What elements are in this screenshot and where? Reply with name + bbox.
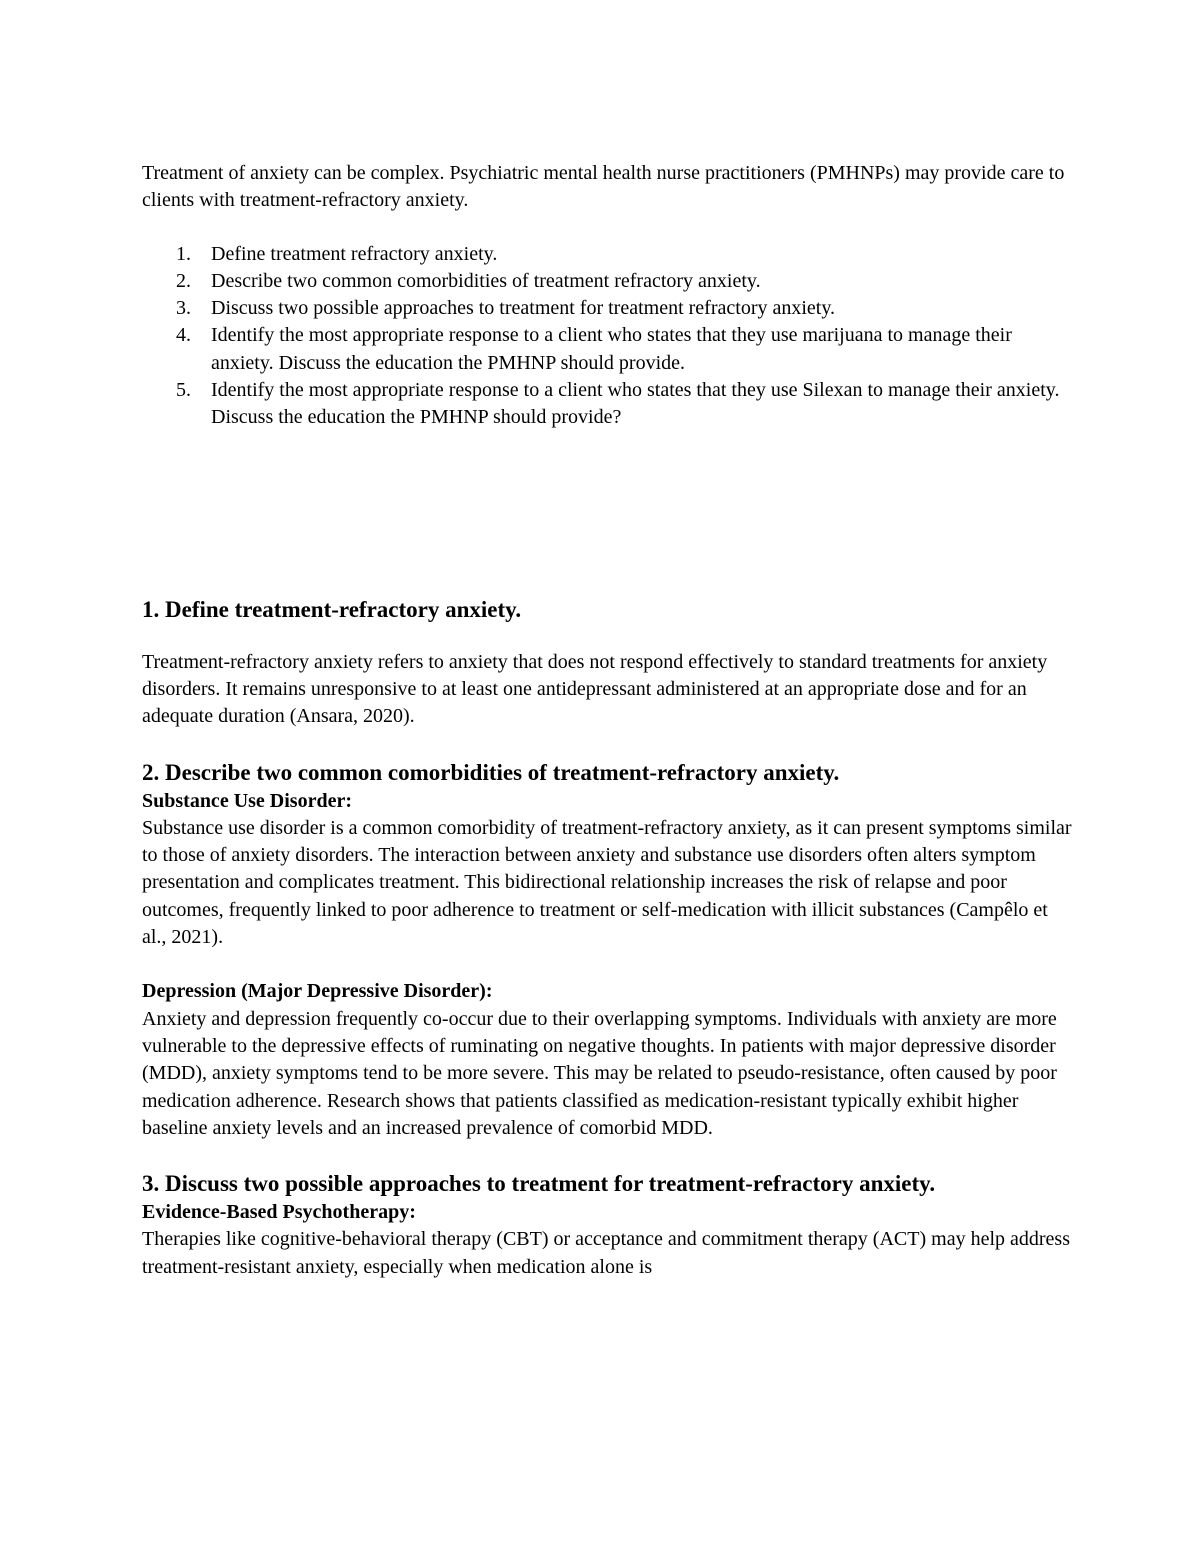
body-substance-use: Substance use disorder is a common comorbidity of treatment-refractory anxiety, as it can present symptoms similar to those of anxiety disorders. The interaction between anxiety and substance use disorders often alters symptom presentation and complicates treatment. This bidirectional relationship increases the risk of relapse and poor outcomes, frequently linked to poor adherence to treatment or self-medication with illicit substances (Campêlo et al., 2021).: [142, 816, 1072, 949]
list-item-number: 2.: [176, 269, 191, 292]
list-item-text: Define treatment refractory anxiety.: [211, 242, 498, 265]
list-item: [142, 322, 1072, 377]
list-item-text: Describe two common comorbidities of treatment refractory anxiety.: [211, 269, 761, 292]
section-heading-define: 1. Define treatment-refractory anxiety.: [142, 596, 522, 622]
list-item-number: 3.: [176, 297, 191, 320]
question-list: [142, 241, 1072, 432]
list-item-number: 4.: [176, 324, 191, 347]
list-item: [142, 241, 1072, 268]
body-depression: Anxiety and depression frequently co-occur due to their overlapping symptoms. Individuals with anxiety are more vulnerable to the depressive effects of ruminating on negative thoughts. In patients with major depressive disorder (MDD), anxiety symptoms tend to be more severe. This may be related to pseudo-resistance, often caused by poor medication adherence. Research shows that patients classified as medication-resistant typically exhibit higher baseline anxiety levels and an increased prevalence of comorbid MDD.: [142, 1007, 1057, 1139]
list-item: [142, 295, 1072, 322]
intro-paragraph: Treatment of anxiety can be complex. Psychiatric mental health nurse practitioners (PMHNPs) may provide care to clients with treatment-refractory anxiety.: [142, 162, 1065, 212]
section-body-define: Treatment-refractory anxiety refers to anxiety that does not respond effectively to standard treatments for anxiety disorders. It remains unresponsive to at least one antidepressant administered at an appropriate dose and for an adequate duration (Ansara, 2020).: [142, 650, 1048, 728]
list-item-number: 1.: [176, 242, 191, 265]
document-page: [142, 160, 1072, 1281]
section-heading-comorbidities: 2. Describe two common comorbidities of treatment-refractory anxiety.: [142, 759, 840, 785]
section-heading-approaches: 3. Discuss two possible approaches to treatment for treatment-refractory anxiety.: [142, 1171, 936, 1197]
list-item-text: Identify the most appropriate response to a client who states that they use Silexan to manage their anxiety. Discuss the education the PMHNP should provide?: [211, 379, 1060, 429]
list-item: [142, 268, 1072, 295]
list-item-text: Discuss two possible approaches to treatment for treatment refractory anxiety.: [211, 297, 836, 320]
body-psychotherapy: Therapies like cognitive-behavioral therapy (CBT) or acceptance and commitment therapy (ACT) may help address treatment-resistant anxiety, especially when medication alone is: [142, 1228, 1070, 1278]
spacer: [142, 432, 1072, 595]
subheading-psychotherapy: Evidence-Based Psychotherapy:: [142, 1201, 416, 1224]
subheading-substance-use: Substance Use Disorder:: [142, 789, 352, 812]
list-item-text: Identify the most appropriate response to a client who states that they use marijuana to manage their anxiety. Discuss the education the PMHNP should provide.: [211, 324, 1012, 374]
subheading-depression: Depression (Major Depressive Disorder):: [142, 980, 493, 1003]
list-item: [142, 377, 1072, 432]
list-item-number: 5.: [176, 379, 191, 402]
